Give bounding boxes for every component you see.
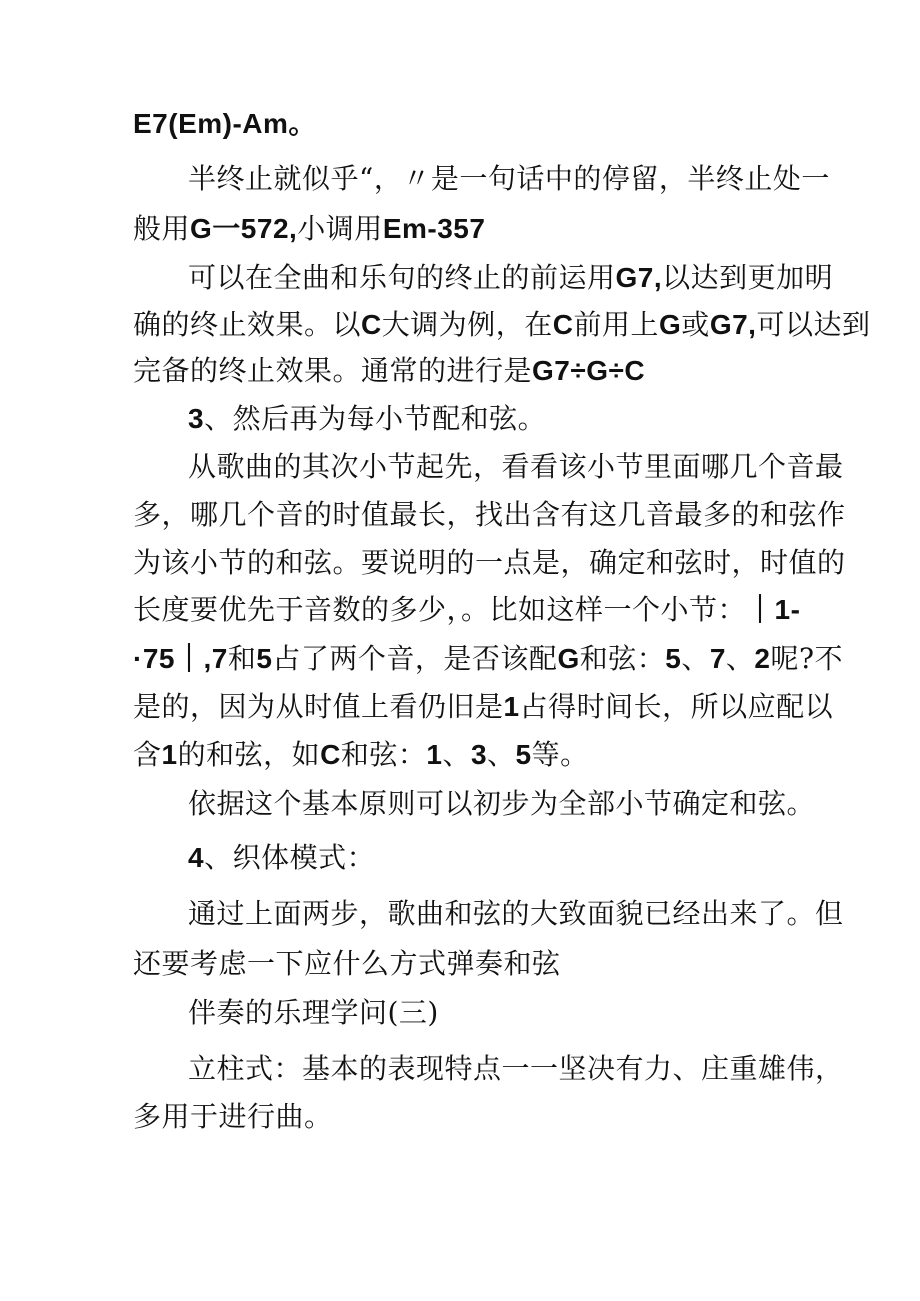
text-segment: 多用于进行曲。 — [133, 1100, 333, 1133]
bold-text-segment: 1 — [426, 739, 443, 770]
bold-text-segment: G — [659, 309, 682, 340]
bold-text-segment: C — [552, 309, 574, 340]
text-line-17 — [188, 896, 844, 932]
text-segment: 多，哪几个音的时值最长，找出含有这几音最多的和弦作 — [133, 498, 846, 531]
text-segment: 般用 — [133, 212, 191, 245]
text-segment: 、织体模式： — [204, 841, 376, 874]
text-line-8 — [188, 449, 844, 485]
bold-text-segment: ·75｜,7 — [133, 643, 228, 674]
text-line-19 — [188, 995, 439, 1031]
text-segment: 依据这个基本原则可以初步为全部小节确定和弦。 — [188, 787, 816, 820]
bold-text-segment: C — [361, 309, 382, 340]
bold-text-segment: 7 — [709, 643, 726, 674]
text-segment: 可以在全曲和乐句的终止的前运用 — [188, 261, 616, 294]
text-line-7 — [188, 401, 546, 437]
text-segment: 含 — [133, 738, 162, 771]
bold-text-segment: 2 — [754, 643, 771, 674]
text-segment: 和弦： — [340, 738, 427, 771]
bold-text-segment: Em-357 — [382, 213, 486, 244]
text-line-1 — [133, 106, 317, 142]
text-segment: 、 — [725, 642, 755, 675]
text-line-20 — [188, 1051, 844, 1087]
bold-text-segment: 5 — [256, 643, 273, 674]
text-segment: 和 — [227, 642, 257, 675]
text-segment: 小调用 — [297, 212, 383, 245]
bold-text-segment: C — [320, 739, 341, 770]
text-line-21 — [133, 1099, 333, 1135]
text-line-4 — [188, 260, 833, 296]
text-line-3 — [133, 211, 485, 247]
text-line-6 — [133, 353, 645, 389]
text-segment: 是的，因为从时值上看仍旧是 — [133, 690, 504, 723]
text-segment: 前用上 — [573, 308, 660, 341]
bold-text-segment: G一572, — [190, 213, 298, 244]
text-line-15 — [188, 786, 815, 822]
text-line-13 — [133, 689, 833, 725]
text-segment: 半终止就似乎“，〃是一句话中的停留，半终止处一 — [188, 162, 830, 195]
text-segment: 可以达到 — [756, 308, 871, 341]
bold-text-segment: 3 — [188, 403, 205, 434]
text-line-9 — [133, 497, 846, 533]
text-line-10 — [133, 545, 846, 581]
text-segment: 、 — [442, 738, 471, 771]
bold-text-segment: G7, — [615, 262, 663, 293]
text-segment: 通过上面两步，歌曲和弦的大致面貌已经出来了。但 — [188, 897, 844, 930]
bold-text-segment: G — [557, 643, 580, 674]
text-segment: 占了两个音，是否该配 — [272, 642, 558, 675]
bold-text-segment: G7, — [709, 309, 757, 340]
text-line-14 — [133, 737, 589, 773]
bold-text-segment: 1 — [161, 739, 178, 770]
text-segment: 以达到更加明 — [662, 261, 834, 294]
text-segment: 确的终止效果。以 — [133, 308, 362, 341]
text-segment: 为该小节的和弦。要说明的一点是，确定和弦时，时值的 — [133, 546, 846, 579]
text-line-11 — [133, 592, 800, 628]
bold-text-segment: 5 — [665, 643, 682, 674]
bold-text-segment: 4 — [188, 842, 205, 873]
text-segment: 的和弦，如 — [177, 738, 321, 771]
bold-text-segment: 1 — [503, 691, 520, 722]
text-segment: 呢?不 — [770, 642, 844, 675]
text-segment: 占得时间长，所以应配以 — [519, 690, 834, 723]
text-segment: 长度要优先于音数的多少，。比如这样一个小节： — [133, 593, 747, 626]
text-line-2 — [188, 161, 830, 197]
bold-text-segment: ｜1- — [746, 594, 801, 625]
text-segment: 伴奏的乐理学问(三) — [188, 996, 439, 1029]
text-line-12 — [133, 641, 843, 677]
bold-text-segment: E7(Em)-Am。 — [133, 108, 317, 139]
text-segment: 或 — [681, 308, 710, 341]
text-segment: 、 — [487, 738, 516, 771]
bold-text-segment: G7÷G÷C — [532, 355, 646, 386]
text-segment: 等。 — [531, 738, 589, 771]
text-segment: 和弦： — [579, 642, 666, 675]
bold-text-segment: 5 — [515, 739, 532, 770]
text-segment: 、 — [681, 642, 710, 675]
text-segment: 完备的终止效果。通常的进行是 — [133, 354, 533, 387]
text-line-18 — [133, 946, 561, 982]
bold-text-segment: 3 — [470, 739, 488, 770]
text-segment: 从歌曲的其次小节起先，看看该小节里面哪几个音最 — [188, 450, 844, 483]
text-line-5 — [133, 307, 870, 343]
text-segment: 立柱式：基本的表现特点一一坚决有力、庄重雄伟， — [188, 1052, 844, 1085]
text-segment: 还要考虑一下应什么方式弹奏和弦 — [133, 947, 561, 980]
text-line-16 — [188, 840, 375, 876]
text-segment: 大调为例，在 — [381, 308, 553, 341]
text-segment: 、然后再为每小节配和弦。 — [204, 402, 547, 435]
